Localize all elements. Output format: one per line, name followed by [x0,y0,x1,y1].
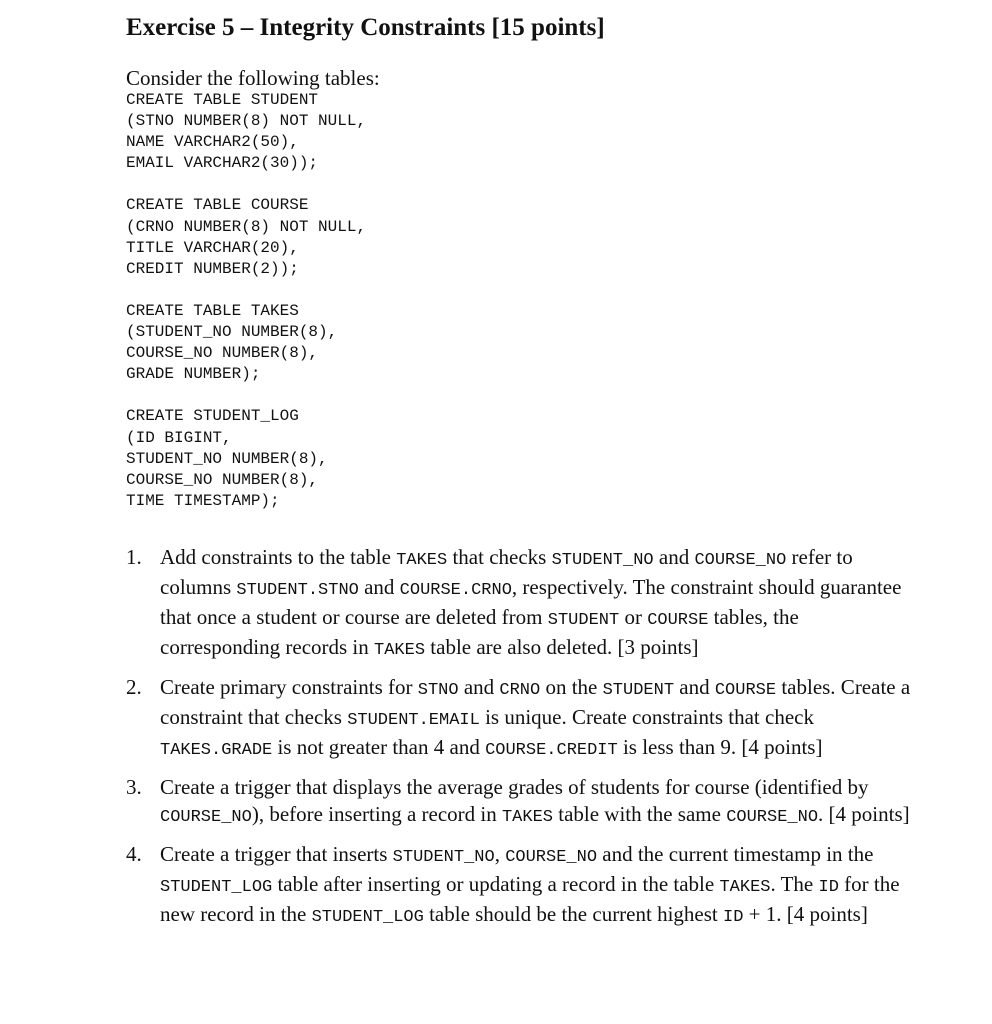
question-list [126,544,916,941]
question-text: + 1. [4 points] [743,902,868,926]
question-text: and [674,675,715,699]
code-term: CRNO [499,681,541,700]
code-line: COURSE_NO NUMBER(8), [126,470,319,489]
code-term: STUDENT_LOG [160,878,273,897]
code-line: EMAIL VARCHAR2(30)); [126,154,319,173]
question-text: for the new record in the [160,872,900,926]
code-term: COURSE_NO [505,848,598,867]
code-term: ID [818,878,839,897]
code-term: STUDENT [547,611,620,630]
code-term: ID [723,908,744,927]
question-text: table should be the current highest [423,902,723,926]
code-line [126,280,366,301]
code-line: (ID BIGINT, [126,428,232,447]
code-line [126,385,366,406]
question-text: is less than 9. [4 points] [617,735,823,759]
question-text: or [619,605,648,629]
code-line: COURSE_NO NUMBER(8), [126,344,319,363]
code-term: COURSE.CRNO [399,581,512,600]
code-term: COURSE_NO [726,808,819,827]
question-text: that checks [447,545,552,569]
question-text: and [358,575,400,599]
code-term: COURSE.CREDIT [485,741,618,760]
question-text: , respectively. The constraint should guarantee that once a student or course are deleted from [160,575,902,629]
code-line: CREDIT NUMBER(2)); [126,259,299,278]
question-text: tables, the corresponding records in [160,605,799,659]
question-text: Create a trigger that inserts [160,842,393,866]
code-line: TITLE VARCHAR(20), [126,238,299,257]
code-line: (CRNO NUMBER(8) NOT NULL, [126,217,367,236]
code-line: CREATE TABLE STUDENT [126,91,319,109]
question-text: is not greater than 4 and [272,735,486,759]
code-term: STUDENT_NO [392,848,495,867]
question-text: table with the same [553,802,727,826]
code-line: CREATE TABLE COURSE [126,196,309,215]
intro-text: Consider the following tables: [126,66,380,90]
question-text: Add constraints to the table [160,545,397,569]
code-term: COURSE_NO [694,551,787,570]
code-line: CREATE TABLE TAKES [126,301,299,320]
code-line: (STUDENT_NO NUMBER(8), [126,323,338,342]
code-term: TAKES [396,551,448,570]
code-term: TAKES.GRADE [160,741,273,760]
question-text: and [653,545,695,569]
question-number: 2. [126,675,142,699]
question-text: ), before inserting a record in [251,802,502,826]
code-term: STUDENT.EMAIL [347,711,480,730]
code-term: STUDENT [602,681,675,700]
code-term: COURSE [647,611,709,630]
question-text: Create a trigger that displays the average grades of students for course (identified by [160,775,869,799]
question-item [126,774,916,831]
question-text: refer to columns [160,545,853,599]
question-text: , [494,842,506,866]
question-text: table after inserting or updating a record in the table [272,872,720,896]
question-text: and [458,675,500,699]
code-line: NAME VARCHAR2(50), [126,133,299,152]
code-term: STNO [417,681,459,700]
question-number: 1. [126,545,142,569]
question-item [126,544,916,664]
code-term: TAKES [374,641,426,660]
code-term: STUDENT_LOG [311,908,424,927]
question-number: 4. [126,842,142,866]
code-line: CREATE STUDENT_LOG [126,407,299,426]
question-text: and the current timestamp in the [597,842,874,866]
question-text: is unique. Create constraints that check [479,705,814,729]
question-item [126,841,916,931]
question-item [126,674,916,764]
code-line: GRADE NUMBER); [126,365,261,384]
code-term: TAKES [501,808,553,827]
sql-code-block [126,90,366,512]
code-line: TIME TIMESTAMP); [126,491,280,510]
code-term: STUDENT.STNO [236,581,359,600]
question-text: tables. Create a constraint that checks [160,675,911,729]
code-line: (STNO NUMBER(8) NOT NULL, [126,112,367,131]
code-line [126,174,366,195]
question-text: Create primary constraints for [160,675,418,699]
question-text: . The [770,872,819,896]
code-term: COURSE [714,681,777,700]
question-number: 3. [126,775,142,799]
code-term: STUDENT_NO [551,551,654,570]
code-term: COURSE_NO [160,808,252,827]
exercise-title: Exercise 5 – Integrity Constraints [15 points] [126,14,605,41]
question-text: . [4 points] [818,802,910,826]
code-line: STUDENT_NO NUMBER(8), [126,449,328,468]
code-term: TAKES [719,878,771,897]
question-text: table are also deleted. [3 points] [425,635,699,659]
question-text: on the [540,675,603,699]
